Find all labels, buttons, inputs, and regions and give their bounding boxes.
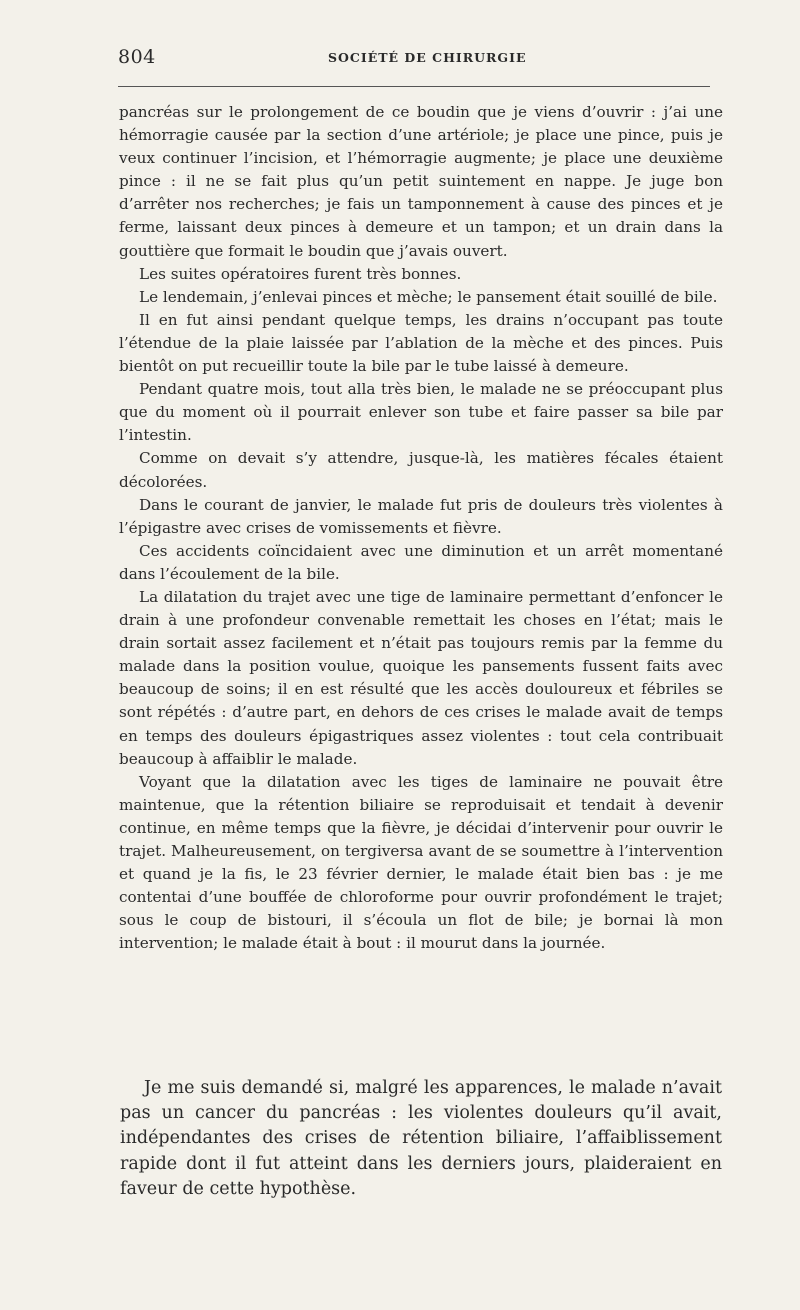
page-header xyxy=(118,46,710,74)
paragraph: La dilatation du trajet avec une tige de laminaire permettant d’enfoncer le drain à une profondeur convenable remettait les choses en l’état; mais le drain sortait assez facilement et n’était pas toujours remis par la femme du malade dans la position voulue, quoique les pansements fussent faits avec beaucoup de soins; il en est résulté que les accès douloureux et fébriles se sont répétés : d’autre part, en dehors de ces crises le malade avait de temps en temps des douleurs épigastriques assez violentes : tout cela contribuait beaucoup à affaiblir le malade. xyxy=(119,587,723,768)
paragraph: Dans le courant de janvier, le malade fut pris de douleurs très violentes à l’épigastre avec crises de vomissements et fièvre. xyxy=(119,495,723,537)
paragraph: Il en fut ainsi pendant quelque temps, les drains n’occupant pas toute l’étendue de la plaie laissée par l’ablation de la mèche et des pinces. Puis bientôt on put recueillir toute la bile par le tube laissé à demeure. xyxy=(119,310,723,376)
paragraph: Comme on devait s’y attendre, jusque-là, les matières fécales étaient décolorées. xyxy=(119,449,723,491)
closing-remarks xyxy=(120,1076,722,1202)
body-text xyxy=(119,101,723,955)
paragraph: Le lendemain, j’enlevai pinces et mèche; le pansement était souillé de bile. xyxy=(139,287,718,306)
header-rule xyxy=(118,86,710,87)
running-head: SOCIÉTÉ DE CHIRURGIE xyxy=(328,50,527,65)
paragraph: Pendant quatre mois, tout alla très bien, le malade ne se préoccupant plus que du moment où il pourrait enlever son tube et faire passer sa bile par l’intestin. xyxy=(119,380,723,445)
paragraph: Ces accidents coïncidaient avec une diminution et un arrêt momentané dans l’écoulement de la bile. xyxy=(119,541,723,583)
page-number: 804 xyxy=(118,46,156,68)
paragraph: Voyant que la dilatation avec les tiges de laminaire ne pouvait être maintenue, que la rétention biliaire se reproduisait et tendait à devenir continue, en même temps que la fièvre, je décidai d’intervenir pour ouvrir le trajet. Malheureusement, on tergiversa avant de se soumettre à l’intervention et quand je la fis, le 23 février dernier, le malade était bien bas : je me contentai d’une bouffée de chloroforme pour ouvrir profondément le trajet; sous le coup de bistouri, il s’écoula un flot de bile; je bornai là mon intervention; le malade était à bout : il mourut dans la journée. xyxy=(119,772,723,953)
paragraph: Les suites opératoires furent très bonnes. xyxy=(139,264,462,283)
closing-paragraph: Je me suis demandé si, malgré les apparences, le malade n’avait pas un cancer du pancréas : les violentes douleurs qu’il avait, indépendantes des crises de rétention biliaire, l’affaiblissement rapide dont il fut atteint dans les derniers jours, plaideraient en faveur de cette hypothèse. xyxy=(120,1078,722,1199)
paragraph: pancréas sur le prolongement de ce boudin que je viens d’ouvrir : j’ai une hémorragie causée par la section d’une artériole; je place une pince, puis je veux continuer l’incision, et l’hémorragie augmente; je place une deuxième pince : il ne se fait plus qu’un petit suintement en nappe. Je juge bon d’arrêter nos recherches; je fais un tamponnement à cause des pinces et je ferme, laissant deux pinces à demeure et un tampon; et un drain dans la gouttière que formait le boudin que j’avais ouvert. xyxy=(119,103,723,260)
